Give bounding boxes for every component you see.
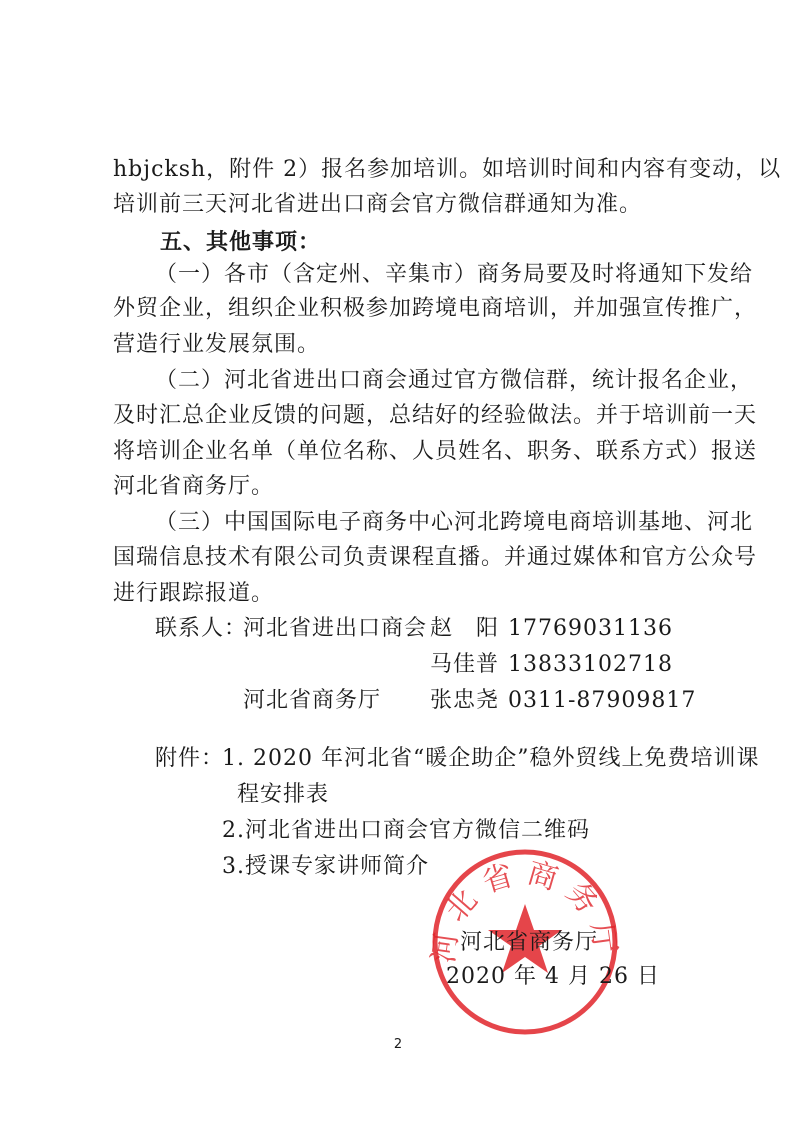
list-item-line: 河北省商务厅。 [113,474,275,499]
contact-person: 赵 阳 [430,616,500,641]
list-item-line: （三）中国国际电子商务中心河北跨境电商培训基地、河北 [155,510,754,535]
list-item-line: 进行跟踪报道。 [113,581,275,606]
contact-person: 马佳普 [430,652,500,677]
page-number: 2 [393,1037,403,1052]
paragraph-line: hbjcksh，附件 2）报名参加培训。如培训时间和内容有变动，以 [113,157,782,182]
list-item-line: 外贸企业，组织企业积极参加跨境电商培训，并加强宣传推广， [113,296,758,321]
contact-phone: 13833102718 [508,652,673,677]
attachment-item: 1. 2020 年河北省“暖企助企”稳外贸线上免费培训课 [222,746,760,771]
seal-text: 河北省商务厅 [426,855,624,966]
issue-date: 2020 年 4 月 26 日 [446,964,660,989]
contact-person: 张忠尧 [430,688,500,713]
paragraph-line: 培训前三天河北省进出口商会官方微信群通知为准。 [113,192,643,217]
list-item-line: 国瑞信息技术有限公司负责课程直播。并通过媒体和官方公众号 [113,545,758,570]
list-item-line: 营造行业发展氛围。 [113,332,321,357]
contact-org: 河北省商务厅 [243,688,382,713]
contact-phone: 17769031136 [508,616,673,641]
attachment-item: 2.河北省进出口商会官方微信二维码 [222,818,590,843]
list-item-line: 将培训企业名单（单位名称、人员姓名、职务、联系方式）报送 [113,439,758,464]
attachment-item: 程安排表 [237,782,330,807]
section-heading: 五、其他事项： [160,229,322,255]
attachments-label: 附件： [155,746,225,771]
list-item-line: （二）河北省进出口商会通过官方微信群，统计报名企业， [155,368,754,393]
attachment-item: 3.授课专家讲师简介 [222,854,429,879]
list-item-line: （一）各市（含定州、辛集市）商务局要及时将通知下发给 [155,262,754,287]
contact-phone: 0311-87909817 [508,688,697,713]
issuer-name: 河北省商务厅 [460,930,599,955]
contact-label: 联系人： [155,616,248,641]
list-item-line: 及时汇总企业反馈的问题，总结好的经验做法。并于培训前一天 [113,403,758,428]
contact-org: 河北省进出口商会 [243,616,428,641]
